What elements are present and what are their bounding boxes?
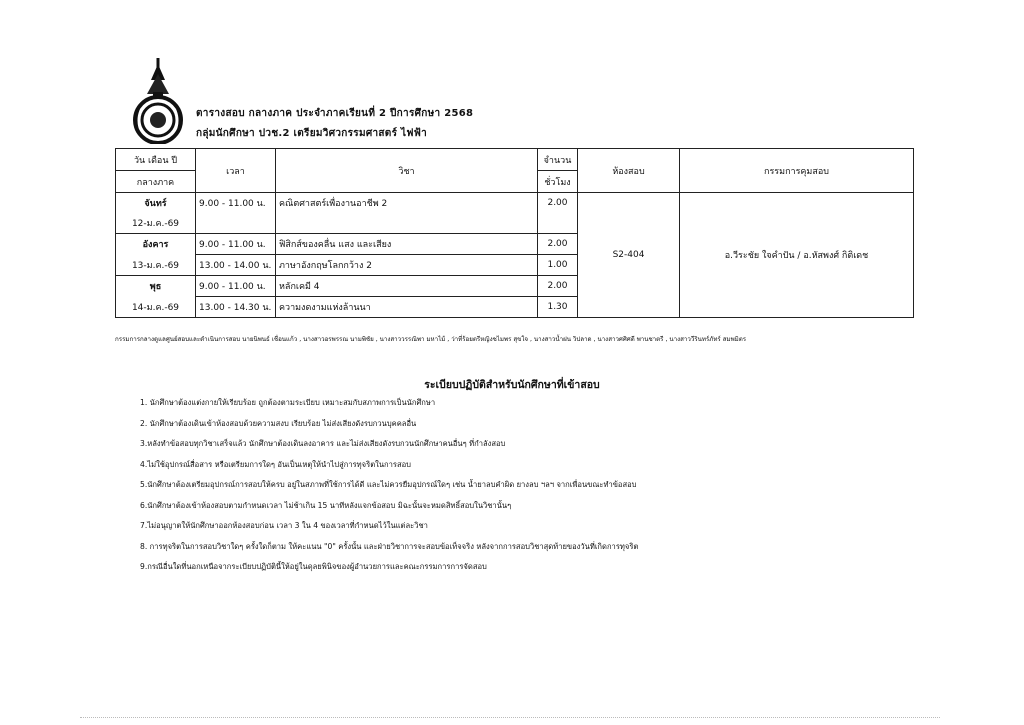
subject-cell (276, 213, 538, 234)
rule-item: 7.ไม่อนุญาตให้นักศึกษาออกห้องสอบก่อน เวลา 3 ใน 4 ของเวลาที่กำหนดไว้ในแต่ละวิชา (140, 521, 428, 530)
student-group-title: กลุ่มนักศึกษา ปวช.2 เตรียมวิศวกรรมศาสตร์ ไฟฟ้า (196, 128, 428, 139)
date-cell: จันทร์ (116, 193, 196, 214)
central-committee-note: กรรมการกลางดูแลศูนย์สอบและดำเนินการสอบ นายนิพนธ์ เชื่อนแก้ว , นางสาวอรพรรณ นามพิชัย , นางสาววรรณิพา มหาไม้ , ว่าที่ร้อยตรีหญิงชไมพร สุขใจ , นางสาวน้ำฝน วิปลาด , นางสาวศศิศดี พานชาตรี , นางสาววีรินทร์ภัทร์ สมพมิตร (115, 336, 747, 343)
rules-title: ระเบียบปฏิบัติสำหรับนักศึกษาที่เข้าสอบ (424, 379, 600, 391)
header-time: เวลา (196, 149, 276, 193)
header-subject: วิชา (276, 149, 538, 193)
date-cell: อังคาร (116, 234, 196, 255)
time-cell: 9.00 - 11.00 น. (196, 276, 276, 297)
proctor-cell: อ.วีระชัย ใจคำปัน / อ.หัสพงศ์ กิติเดช (680, 193, 914, 318)
scan-artifact-line (80, 717, 940, 718)
time-cell: 13.00 - 14.30 น. (196, 297, 276, 318)
date-cell: พุธ (116, 276, 196, 297)
rule-item: 1. นักศึกษาต้องแต่งกายให้เรียบร้อย ถูกต้องตามระเบียบ เหมาะสมกับสภาพการเป็นนักศึกษา (140, 398, 436, 407)
header-hours-sub: ชั่วโมง (538, 171, 578, 193)
rules-list (140, 396, 900, 581)
exam-schedule-table (115, 148, 914, 318)
time-cell: 13.00 - 14.00 น. (196, 255, 276, 276)
hours-cell: 1.00 (538, 255, 578, 276)
room-cell: S2-404 (578, 193, 680, 318)
table-header-row (116, 149, 914, 171)
rule-item: 2. นักศึกษาต้องเดินเข้าห้องสอบด้วยความสงบ เรียบร้อย ไม่ส่งเสียงดังรบกวนบุคคลอื่น (140, 418, 417, 428)
subject-cell: ฟิสิกส์ของคลื่น แสง และเสียง (276, 234, 538, 255)
rule-item: 9.กรณีอื่นใดที่นอกเหนือจากระเบียบปฏิบัตินี้ให้อยู่ในดุลยพินิจของผู้อำนวยการและคณะกรรมการการจัดสอบ (140, 562, 487, 571)
subject-cell: ภาษาอังกฤษโลกกว้าง 2 (276, 255, 538, 276)
hours-cell: 2.00 (538, 193, 578, 214)
schedule-title: ตารางสอบ กลางภาค ประจำภาคเรียนที่ 2 ปีการศึกษา 2568 (196, 108, 474, 119)
subject-cell: ความงดงามแห่งล้านนา (276, 297, 538, 318)
hours-cell: 1.30 (538, 297, 578, 318)
time-cell: 9.00 - 11.00 น. (196, 193, 276, 214)
header-date-sub: กลางภาค (116, 171, 196, 193)
time-cell (196, 213, 276, 234)
header-proctor: กรรมการคุมสอบ (680, 149, 914, 193)
subject-cell: หลักเคมี 4 (276, 276, 538, 297)
header-hours: จำนวน (538, 149, 578, 171)
date-cell: 13-ม.ค.-69 (116, 255, 196, 276)
institution-seal-logo (131, 58, 185, 144)
rule-item: 5.นักศึกษาต้องเตรียมอุปกรณ์การสอบให้ครบ อยู่ในสภาพที่ใช้การได้ดี และไม่ควรยืมอุปกรณ์ใดๆ เช่น น้ำยาลบคำผิด ยางลบ ฯลฯ จากเพื่อนขณะทำข้อสอบ (140, 480, 637, 489)
time-cell: 9.00 - 11.00 น. (196, 234, 276, 255)
hours-cell (538, 213, 578, 234)
rule-item: 8. การทุจริตในการสอบวิชาใดๆ ครั้งใดก็ตาม ให้คะแนน "0" ครั้งนั้น และฝ่ายวิชาการจะสอบข้อเท็จจริง หลังจากการสอบวิชาสุดท้ายของวันที่เกิดการทุจริต (140, 541, 639, 551)
hours-cell: 2.00 (538, 276, 578, 297)
date-cell: 12-ม.ค.-69 (116, 213, 196, 234)
rule-item: 4.ไม่ใช้อุปกรณ์สื่อสาร หรือเตรียมการใดๆ อันเป็นเหตุให้นำไปสู่การทุจริตในการสอบ (140, 459, 411, 469)
rule-item: 6.นักศึกษาต้องเข้าห้องสอบตามกำหนดเวลา ไม่ช้าเกิน 15 นาทีหลังแจกข้อสอบ มิฉะนั้นจะหมดสิทธิ์สอบในวิชานั้นๆ (140, 500, 512, 510)
header-date: วัน เดือน ปี (116, 149, 196, 171)
hours-cell: 2.00 (538, 234, 578, 255)
date-cell: 14-ม.ค.-69 (116, 297, 196, 318)
header-room: ห้องสอบ (578, 149, 680, 193)
subject-cell: คณิตศาสตร์เพื่องานอาชีพ 2 (276, 193, 538, 214)
rule-item: 3.หลังทำข้อสอบทุกวิชาเสร็จแล้ว นักศึกษาต้องเดินลงอาคาร และไม่ส่งเสียงดังรบกวนนักศึกษาคนอื่นๆ ที่กำลังสอบ (140, 439, 506, 448)
table-row (116, 193, 914, 214)
